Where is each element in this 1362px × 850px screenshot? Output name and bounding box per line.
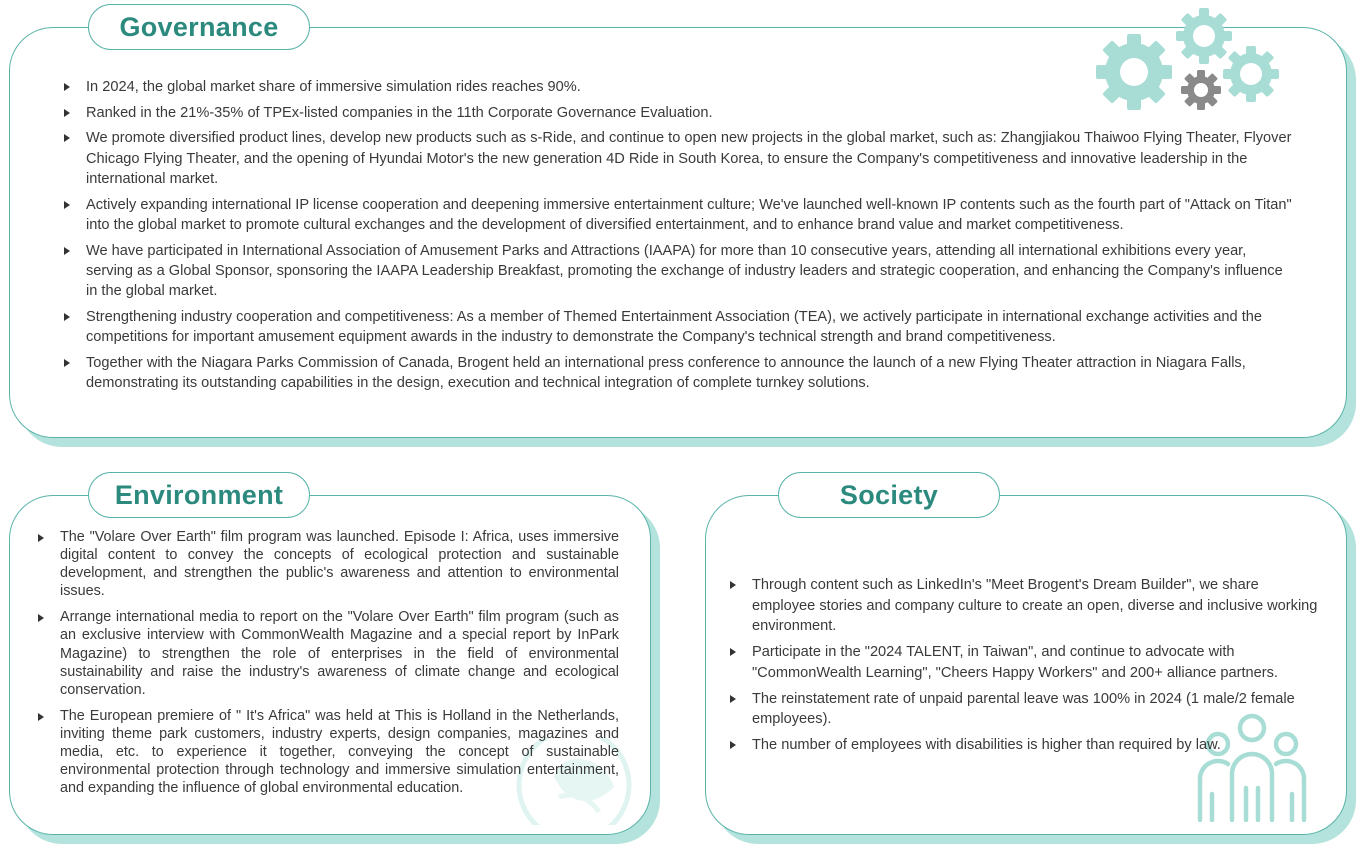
environment-list	[35, 528, 619, 805]
list-item: Actively expanding international IP license cooperation and deepening immersive entertainment culture; We've launched well-known IP contents such as the fourth part of "Attack on Titan" into the global market to promote cultural exchanges and the development of diversified entertainment, and to enhance brand value and market competitiveness.	[61, 195, 1292, 236]
governance-title: Governance	[88, 4, 310, 50]
list-item: Together with the Niagara Parks Commission of Canada, Brogent held an international press conference to announce the launch of a new Flying Theater attraction in Niagara Falls, demonstrating its outstanding capabilities in the design, execution and technical integration of complete turnkey solutions.	[61, 353, 1292, 394]
environment-title: Environment	[88, 472, 310, 518]
list-item: The European premiere of " It's Africa" was held at This is Holland in the Netherlands, inviting theme park customers, industry experts, design companies, magazines and media, etc. to experience it together, conveying the concept of sustainable environmental protection through technology and immersive simulation entertainment, and expanding the influence of global environmental education.	[35, 707, 619, 797]
list-item: We promote diversified product lines, develop new products such as s-Ride, and continue to open new projects in the global market, such as: Zhangjiakou Thaiwoo Flying Theater, Flyover Chicago Flying Theater, and the opening of Hyundai Motor's the new generation 4D Ride in South Korea, to ensure the Company's competitiveness and innovative leadership in the international market.	[61, 128, 1292, 189]
list-item: In 2024, the global market share of immersive simulation rides reaches 90%.	[61, 77, 1292, 97]
society-list	[727, 575, 1323, 761]
list-item: The "Volare Over Earth" film program was launched. Episode I: Africa, uses immersive digital content to convey the concepts of ecological protection and sustainable development, and strengthen the public's awareness and attention to environmental issues.	[35, 528, 619, 600]
list-item: We have participated in International Association of Amusement Parks and Attractions (IAAPA) for more than 10 consecutive years, attending all international exhibitions every year, serving as a Global Sponsor, sponsoring the IAAPA Leadership Breakfast, promoting the exchange of industry leaders and strategic cooperation, and enhancing the Company's influence in the global market.	[61, 241, 1292, 302]
list-item: Through content such as LinkedIn's "Meet Brogent's Dream Builder", we share employee stories and company culture to create an open, diverse and inclusive working environment.	[727, 575, 1323, 637]
list-item: The reinstatement rate of unpaid parental leave was 100% in 2024 (1 male/2 female employees).	[727, 689, 1323, 730]
society-title: Society	[778, 472, 1000, 518]
list-item: Arrange international media to report on the "Volare Over Earth" film program (such as an exclusive interview with CommonWealth Magazine and a special report by InPark Magazine) to strengthen the role of enterprises in the field of environmental sustainability and raise the industry's awareness of climate change and ecological conservation.	[35, 608, 619, 698]
list-item: Participate in the "2024 TALENT, in Taiwan", and continue to advocate with "CommonWealth Learning", "Cheers Happy Workers" and 200+ alliance partners.	[727, 642, 1323, 683]
list-item: The number of employees with disabilities is higher than required by law.	[727, 735, 1323, 756]
list-item: Strengthening industry cooperation and competitiveness: As a member of Themed Entertainment Association (TEA), we actively participate in international exchange activities and the competitions for important amusement equipment awards in the industry to demonstrate the Company's technical strength and brand competitiveness.	[61, 307, 1292, 348]
governance-list	[61, 77, 1292, 399]
list-item: Ranked in the 21%-35% of TPEx-listed companies in the 11th Corporate Governance Evaluation.	[61, 103, 1292, 123]
